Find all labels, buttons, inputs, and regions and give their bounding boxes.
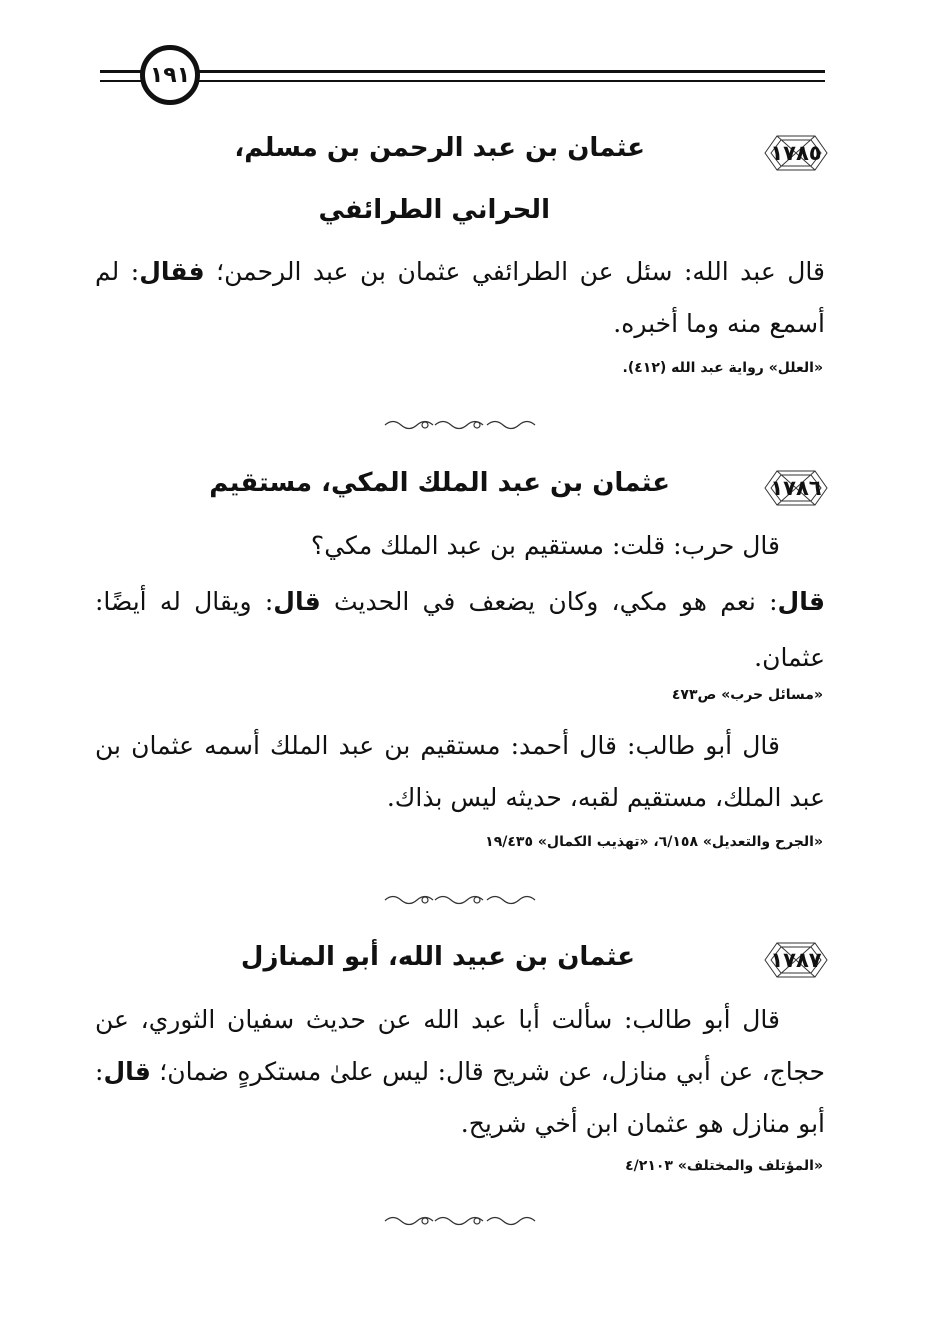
- entry-title: عثمان بن عبد الرحمن بن مسلم،: [234, 133, 645, 163]
- entry-paragraph: قال أبو طالب: قال أحمد: مستقيم بن عبد الملك أسمه عثمان بن عبد الملك، مستقيم لقبه، حديثه ليس بذاك.: [95, 731, 825, 812]
- page-number: ١٩١: [140, 45, 200, 105]
- header-rule-bottom: [100, 80, 825, 82]
- entry-title-line2: الحراني الطرائفي: [318, 195, 550, 225]
- source-citation: «الجرح والتعديل» ٦/١٥٨، «تهذيب الكمال» ١٩/٤٣٥: [485, 834, 823, 850]
- entry-number-badge: [757, 463, 835, 513]
- source-citation: «المؤتلف والمختلف» ٤/٢١٠٣: [625, 1158, 823, 1174]
- header-rule-top: [100, 70, 825, 73]
- entry-number-badge: [757, 935, 835, 985]
- entry-number: ١٧٨٦: [770, 476, 822, 500]
- divider-ornament-icon: [380, 418, 540, 432]
- entry-title: عثمان بن عبد الملك المكي، مستقيم: [209, 468, 670, 498]
- source-citation: «العلل» رواية عبد الله (٤١٢).: [622, 360, 823, 376]
- entry-paragraph: قال أبو طالب: سألت أبا عبد الله عن حديث سفيان الثوري، عن حجاج، عن أبي منازل، عن شريح قال: ليس علىٰ مستكرهٍ ضمان؛ قال: أبو منازل هو عثمان ابن أخي شريح.: [95, 1005, 825, 1138]
- entry-paragraph: قال حرب: قلت: مستقيم بن عبد الملك مكي؟ قال: نعم هو مكي، وكان يضعف في الحديث قال: ويقال له أيضًا: عثمان.: [95, 531, 825, 672]
- divider-ornament-icon: [380, 893, 540, 907]
- entry-number-badge: [757, 128, 835, 178]
- source-citation: «مسائل حرب» ص٤٧٣: [671, 687, 823, 703]
- entry-number: ١٧٨٥: [770, 141, 822, 165]
- entry-number: ١٧٨٧: [770, 948, 822, 972]
- entry-title: عثمان بن عبيد الله، أبو المنازل: [240, 942, 635, 972]
- divider-ornament-icon: [380, 1214, 540, 1228]
- entry-paragraph: قال عبد الله: سئل عن الطرائفي عثمان بن عبد الرحمن؛ فقال: لم أسمع منه وما أخبره.: [95, 257, 826, 338]
- page-header: [100, 40, 825, 110]
